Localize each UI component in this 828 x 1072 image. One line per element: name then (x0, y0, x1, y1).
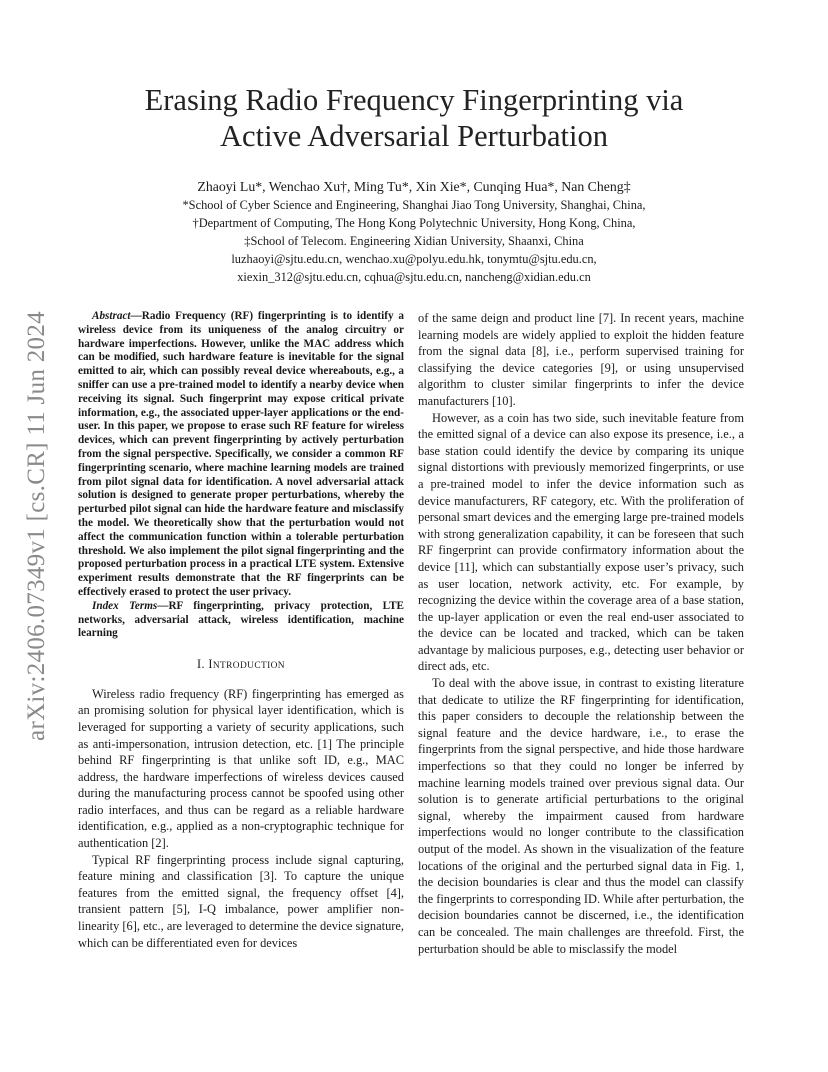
abstract-text: —Radio Frequency (RF) fingerprinting is to identify a wireless device from its uniqueness of the analog circuitry or hardware imperfections. However, unlike the MAC address which can be modified, such hardware feature is inevitable for the signal emitted to air, which can possibly reveal device whereabouts, e.g., a sniffer can use a pre-trained model to identify a nearby device when receiving its signal. Such fingerprint may expose critical private information, e.g., the associated upper-layer applications or the end-user. In this paper, we propose to erase such RF feature for wireless devices, which can prevent fingerprinting by actively perturbation from the signal perspective. Specifically, we consider a common RF fingerprinting scenario, where machine learning models are trained from pilot signal data for identification. A novel adversarial attack solution is designed to generate proper perturbations, whereby the perturbed pilot signal can hide the hardware feature and misclassify the model. We theoretically show that the perturbation would not affect the communication function within a tolerable perturbation threshold. We also implement the pilot signal fingerprinting and the proposed perturbation process in a practical LTE system. Extensive experiment results demonstrate that the RF fingerprints can be effectively erased to protect the user privacy. (78, 310, 404, 598)
arxiv-identifier: arXiv:2406.07349v1 [cs.CR] 11 Jun 2024 (23, 310, 50, 741)
intro-paragraph-1: Wireless radio frequency (RF) fingerprinting has emerged as an promising solution for physical layer identification, which is leveraged for supporting a variety of security applications, such as anti-impersonation, intrusion detection, etc. [1] The principle behind RF fingerprinting is that unlike soft ID, e.g., MAC address, the hardware imperfections of wireless devices caused during the manufacturing process cannot be spoofed using other radio interfaces, and thus can be regard as a reliable hardware identification, e.g., applied as a non-cryptographic technique for authentication [2]. (78, 686, 404, 851)
intro-paragraph-3: of the same deign and product line [7]. In recent years, machine learning models are widely applied to exploit the hidden feature from the signal data [8], i.e., perform supervised training for classifying the device categories [9], or using unsupervised algorithm to cluster similar fingerprints to infer the device manufacturers [10]. (418, 311, 744, 408)
abstract-label: Abstract (92, 310, 131, 322)
affiliations (0, 196, 828, 286)
section-heading-introduction (78, 656, 404, 675)
right-column (418, 310, 744, 957)
arxiv-sidebar (12, 288, 62, 763)
index-terms-text: —RF fingerprinting, privacy protection, LTE networks, adversarial attack, wireless identification, machine learning (78, 599, 404, 640)
title-line-1: Erasing Radio Frequency Fingerprinting via (144, 83, 684, 117)
affiliation-sjtu: *School of Cyber Science and Engineering, Shanghai Jiao Tong University, Shanghai, China, (182, 198, 646, 212)
title-line-2: Active Adversarial Perturbation (220, 119, 608, 153)
section-number: I. (197, 657, 205, 672)
author-list (0, 177, 828, 197)
paper-title (0, 82, 828, 154)
intro-paragraph-2: Typical RF fingerprinting process include signal capturing, feature mining and classification [3]. To capture the unique features from the emitted signal, the frequency offset [4], transient pattern [5], I-Q imbalance, power amplifier non-linearity [6], etc., are leveraged to determine the device signature, which can be differentiated even for devices (78, 852, 404, 950)
left-column (78, 310, 404, 951)
authors-line: Zhaoyi Lu*, Wenchao Xu†, Ming Tu*, Xin Xie*, Cunqing Hua*, Nan Cheng‡ (197, 179, 631, 194)
index-terms (78, 600, 404, 641)
intro-paragraph-4: However, as a coin has two side, such inevitable feature from the emitted signal of a device can also expose its presence, i.e., a base station could identify the device by comparing its unique signal distortions with previously memorized fingerprints, or use a pre-trained model to infer the device information such as device manufacturers, RF category, etc. With the proliferation of personal smart devices and the emerging large pre-trained models with strong generalization capability, it can be foreseen that such RF fingerprint can provide confirmatory information about the device [11], which can substantially expose user’s privacy, such as user location, network activity, etc. For example, by recognizing the device within the coverage area of a base station, the up-layer application or even the real end-user associated to the device can be located and tracked, which can be taken advantage by malicious purposes, e.g., detecting user behavior or direct ads, etc. (418, 410, 744, 674)
affiliation-polyu: †Department of Computing, The Hong Kong Polytechnic University, Hong Kong, China, (192, 216, 636, 230)
section-title-rest: NTRODUCTION (212, 661, 285, 672)
intro-paragraph-5: To deal with the above issue, in contrast to existing literature that dedicate to utilize the RF fingerprinting for identification, this paper considers to decouple the relationship between the signal feature and the device hardware, i.e., to erase the fingerprints from the signal perspective, and hide those hardware imperfections so that they could no longer be inferred by machine learning models trained over previous signal data. Our solution is to generate artificial perturbations to the original signal, whereby the impairment caused from hardware imperfections would no longer contribute to the classification output of the model. As shown in the visualization of the feature locations of the original and the perturbed signal data in Fig. 1, the decision boundaries is clear and thus the model can classify the fingerprints to corresponding ID. While after perturbation, the decision boundaries cannot be discerned, i.e., the identification can be concealed. The main challenges are threefold. First, the perturbation should be able to misclassify the model (418, 676, 744, 956)
index-terms-label: Index Terms (92, 599, 158, 612)
emails-line-2: xiexin_312@sjtu.edu.cn, cqhua@sjtu.edu.cn, nancheng@xidian.edu.cn (237, 270, 591, 284)
affiliation-xidian: ‡School of Telecom. Engineering Xidian University, Shaanxi, China (244, 234, 584, 248)
section-title-initial: I (208, 657, 213, 672)
abstract (78, 310, 404, 600)
emails-line-1: luzhaoyi@sjtu.edu.cn, wenchao.xu@polyu.edu.hk, tonymtu@sjtu.edu.cn, (231, 252, 597, 266)
